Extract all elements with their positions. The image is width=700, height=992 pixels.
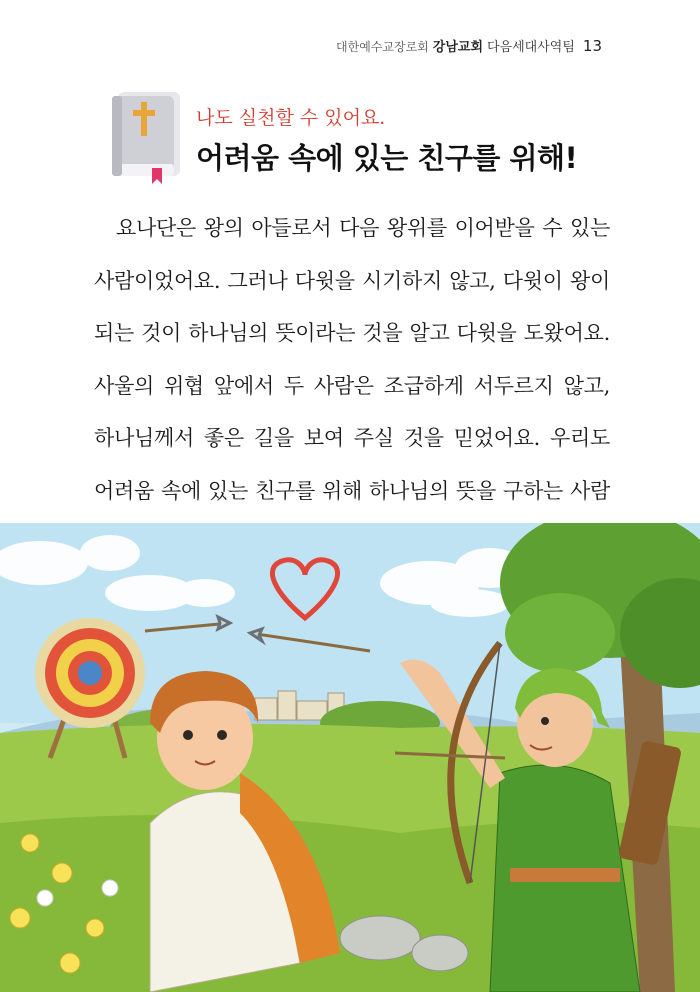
header-church: 강남교회 [432, 40, 483, 55]
bible-icon [108, 88, 184, 184]
page-number: 13 [582, 37, 602, 55]
page-header [336, 36, 602, 55]
header-org: 대한예수교장로회 [336, 40, 429, 54]
body-paragraph: 요나단은 왕의 아들로서 다음 왕위를 이어받을 수 있는 사람이었어요. 그러나 다윗을 시기하지 않고, 다윗이 왕이 되는 것이 하나님의 뜻이라는 것을 알고 다윗을 도왔어요. 사울의 위협 앞에서 두 사람은 조급하게 서두르지 않고, 하나님께서 좋은 길을 보여 주실 것을 믿었어요. 우리도 어려움 속에 있는 친구를 위해 하나님의 뜻을 구하는 사람 [94, 216, 610, 503]
header-dept: 다음세대사역팀 [487, 40, 575, 55]
section-title: 어려움 속에 있는 친구를 위해! [196, 141, 578, 175]
section-subtitle: 나도 실천할 수 있어요. [196, 107, 386, 129]
archery-illustration [0, 523, 700, 992]
